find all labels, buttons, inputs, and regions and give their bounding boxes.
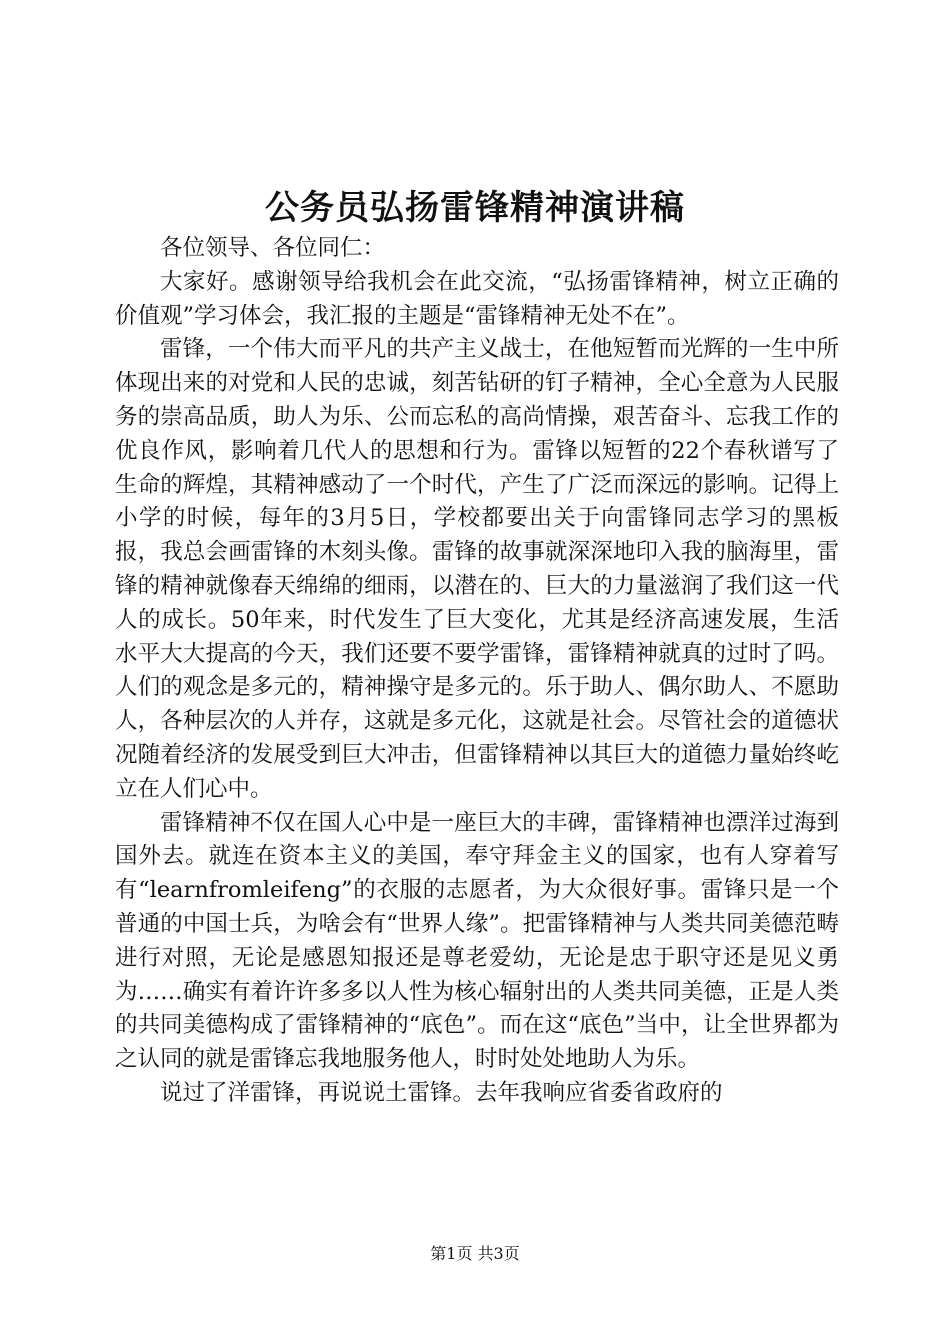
paragraph-leifeng-intro: 雷锋，一个伟大而平凡的共产主义战士，在他短暂而光辉的一生中所体现出来的对党和人民的忠诚，刻苦钻研的钉子精神，全心全意为人民服务的崇高品质，助人为乐、公而忘私的高尚情操，艰苦奋斗、忘我工作的优良作风，影响着几代人的思想和行为。雷锋以短暂的22个春秋谱写了生命的辉煌，其精神感动了一个时代，产生了广泛而深远的影响。记得上小学的时候，每年的3月5日，学校都要出关于向雷锋同志学习的黑板报，我总会画雷锋的木刻头像。雷锋的故事就深深地印入我的脑海里，雷锋的精神就像春天绵绵的细雨，以潜在的、巨大的力量滋润了我们这一代人的成长。50年来，时代发生了巨大变化，尤其是经济高速发展，生活水平大大提高的今天，我们还要不要学雷锋，雷锋精神就真的过时了吗。人们的观念是多元的，精神操守是多元的。乐于助人、偶尔助人、不愿助人，各种层次的人并存，这就是多元化，这就是社会。尽管社会的道德状况随着经济的发展受到巨大冲击，但雷锋精神以其巨大的道德力量始终屹立在人们心中。 [115, 336, 839, 802]
paragraph-greeting: 大家好。感谢领导给我机会在此交流，“弘扬雷锋精神，树立正确的价值观”学习体会，我汇报的主题是“雷锋精神无处不在”。 [115, 268, 839, 329]
paragraph-leifeng-abroad: 雷锋精神不仅在国人心中是一座巨大的丰碑，雷锋精神也漂洋过海到国外去。就连在资本主义的美国，奉守拜金主义的国家，也有人穿着写有“learnfromleifeng”的衣服的志愿者，为大众很好事。雷锋只是一个普通的中国士兵，为啥会有“世界人缘”。把雷锋精神与人类共同美德范畴进行对照，无论是感恩知报还是尊老爱幼，无论是忠于职守还是见义勇为……确实有着许许多多以人性为核心辐射出的人类共同美德，正是人类的共同美德构成了雷锋精神的“底色”。而在这“底色”当中，让全世界都为之认同的就是雷锋忘我地服务他人，时时处处地助人为乐。 [115, 809, 839, 1073]
document-title: 公务员弘扬雷锋精神演讲稿 [265, 188, 685, 228]
page-number-footer: 第1页 共3页 [430, 1244, 520, 1263]
paragraph-salutation: 各位领导、各位同仁： [160, 235, 386, 261]
document-body [115, 232, 839, 1111]
paragraph-local-leifeng: 说过了洋雷锋，再说说土雷锋。去年我响应省委省政府的 [160, 1079, 723, 1106]
